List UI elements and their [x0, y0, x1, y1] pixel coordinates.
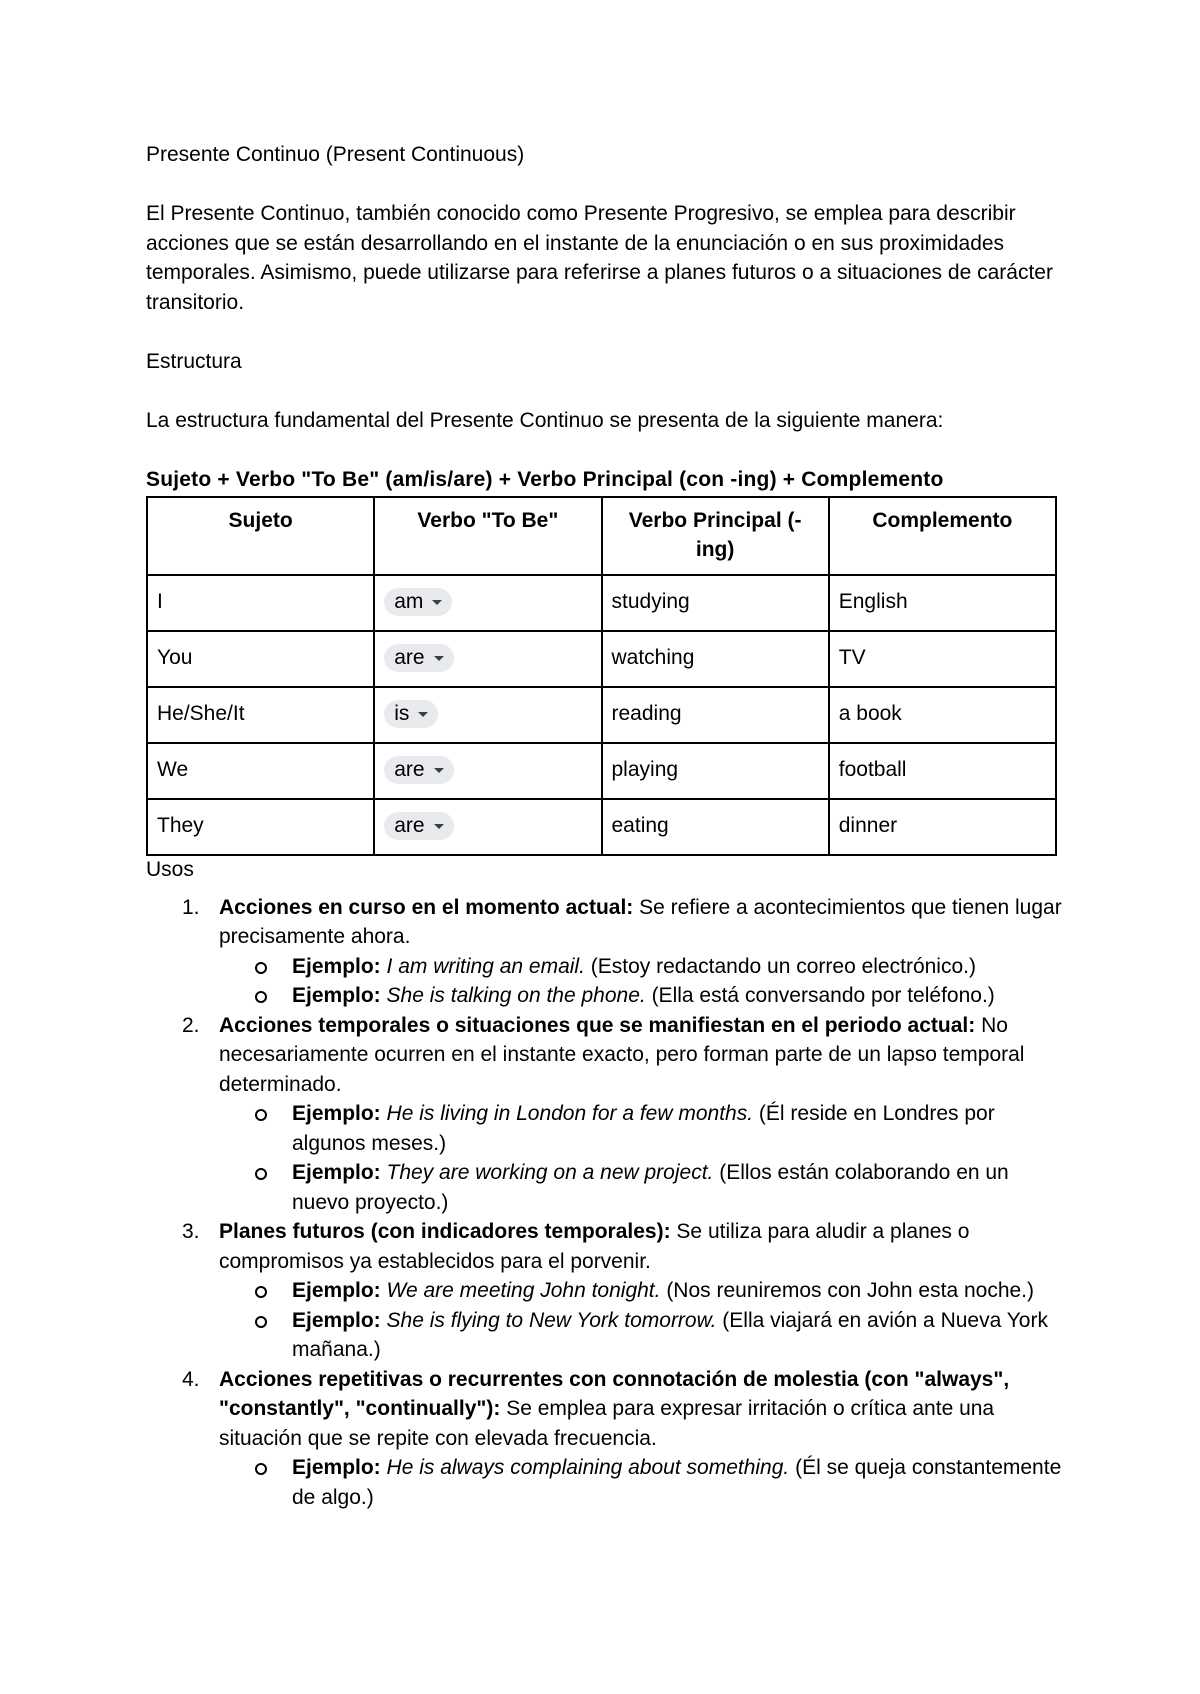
chevron-down-icon	[434, 656, 444, 661]
use-title: Planes futuros (con indicadores temporales):	[219, 1220, 671, 1243]
be-dropdown-chip[interactable]	[384, 588, 452, 616]
header-subject: Sujeto	[147, 497, 374, 575]
cell-complement: dinner	[829, 799, 1056, 855]
list-item	[146, 1365, 1066, 1513]
cell-be	[374, 631, 601, 687]
header-be: Verbo "To Be"	[374, 497, 601, 575]
document-page	[146, 140, 1066, 1512]
cell-complement: football	[829, 743, 1056, 799]
examples-list	[219, 1099, 1066, 1217]
table-row	[147, 799, 1056, 855]
document-title: Presente Continuo (Present Continuous)	[146, 143, 525, 166]
cell-main-verb: watching	[602, 631, 829, 687]
example-english: She is flying to New York tomorrow.	[386, 1308, 717, 1332]
use-title: Acciones temporales o situaciones que se manifiestan en el periodo actual:	[219, 1013, 976, 1037]
circle-bullet-icon	[255, 1286, 267, 1298]
use-title: Acciones en curso en el momento actual:	[219, 895, 634, 919]
cell-be	[374, 575, 601, 631]
table-row	[147, 687, 1056, 743]
example-spanish: (Ellos están colaborando en un nuevo proyecto.)	[292, 1161, 1009, 1214]
cell-main-verb: eating	[602, 799, 829, 855]
use-text: Se utiliza para aludir a planes o compromisos ya establecidos para el porvenir.	[219, 1220, 970, 1273]
be-dropdown-chip[interactable]	[384, 644, 453, 672]
table-row	[147, 743, 1056, 799]
chevron-down-icon	[434, 768, 444, 773]
table-row	[147, 575, 1056, 631]
examples-list	[219, 1453, 1066, 1512]
list-number: 2.	[182, 1013, 200, 1037]
table-header-row	[147, 497, 1056, 575]
cell-main-verb: playing	[602, 743, 829, 799]
cell-complement: English	[829, 575, 1056, 631]
cell-main-verb: reading	[602, 687, 829, 743]
list-item	[146, 893, 1066, 1011]
conjugation-table	[146, 496, 1057, 856]
example-spanish: (Él se queja constantemente de algo.)	[292, 1456, 1062, 1509]
cell-subject: We	[147, 743, 374, 799]
chevron-down-icon	[418, 712, 428, 717]
example-english: He is always complaining about something.	[386, 1456, 790, 1479]
cell-subject: You	[147, 631, 374, 687]
circle-bullet-icon	[255, 1316, 267, 1328]
cell-subject: They	[147, 799, 374, 855]
example-label: Ejemplo:	[292, 954, 381, 978]
circle-bullet-icon	[255, 1168, 267, 1180]
example-spanish: (Él reside en Londres por algunos meses.)	[292, 1102, 995, 1155]
example-label: Ejemplo:	[292, 1279, 381, 1302]
chip-value: are	[394, 646, 425, 669]
example-label: Ejemplo:	[292, 1161, 381, 1184]
cell-be	[374, 799, 601, 855]
example-item	[218, 1453, 1066, 1512]
example-english: We are meeting John tonight.	[386, 1279, 661, 1302]
table-row	[147, 631, 1056, 687]
example-item	[218, 1276, 1066, 1306]
example-item	[218, 1306, 1066, 1365]
example-label: Ejemplo:	[292, 1456, 381, 1479]
chevron-down-icon	[432, 600, 442, 605]
structure-formula: Sujeto + Verbo "To Be" (am/is/are) + Verbo Principal (con -ing) + Complemento	[146, 467, 944, 491]
example-english: They are working on a new project.	[386, 1161, 714, 1184]
cell-be	[374, 687, 601, 743]
be-dropdown-chip[interactable]	[384, 756, 453, 784]
example-english: He is living in London for a few months.	[386, 1102, 754, 1125]
examples-list	[219, 1276, 1066, 1365]
circle-bullet-icon	[255, 991, 267, 1003]
uses-heading: Usos	[146, 858, 194, 881]
circle-bullet-icon	[255, 1109, 267, 1121]
chevron-down-icon	[434, 824, 444, 829]
list-number: 1.	[182, 895, 200, 919]
use-text: No necesariamente ocurren en el instante exacto, pero forman parte de un lapso temporal determinado.	[219, 1013, 1025, 1096]
structure-heading: Estructura	[146, 349, 242, 373]
intro-paragraph: El Presente Continuo, también conocido como Presente Progresivo, se emplea para describir acciones que se están desarrollando en el instante de la enunciación o en sus proximidades temporales. Asimismo, puede utilizarse para referirse a planes futuros o a situaciones de carácter transitorio.	[146, 202, 1053, 314]
chip-value: are	[394, 758, 425, 781]
cell-subject: He/She/It	[147, 687, 374, 743]
example-item	[218, 952, 1066, 982]
chip-value: are	[394, 814, 425, 837]
example-english: She is talking on the phone.	[386, 984, 646, 1007]
structure-intro: La estructura fundamental del Presente Continuo se presenta de la siguiente manera:	[146, 408, 944, 432]
cell-main-verb: studying	[602, 575, 829, 631]
example-english: I am writing an email.	[386, 954, 585, 978]
example-label: Ejemplo:	[292, 984, 381, 1007]
example-label: Ejemplo:	[292, 1308, 381, 1332]
cell-complement: a book	[829, 687, 1056, 743]
cell-be	[374, 743, 601, 799]
list-number: 3.	[182, 1220, 200, 1243]
list-item	[146, 1217, 1066, 1365]
use-text: Se emplea para expresar irritación o crítica ante una situación que se repite con elevada frecuencia.	[219, 1397, 995, 1450]
example-item	[218, 1099, 1066, 1158]
circle-bullet-icon	[255, 962, 267, 974]
example-item	[218, 1158, 1066, 1217]
use-title: Acciones repetitivas o recurrentes con connotación de molestia (con "always", "constantly", "continually"):	[219, 1367, 1010, 1420]
list-item	[146, 1011, 1066, 1218]
list-number: 4.	[182, 1367, 200, 1391]
header-main-verb: Verbo Principal (-ing)	[602, 497, 829, 575]
use-text: Se refiere a acontecimientos que tienen lugar precisamente ahora.	[219, 895, 1062, 948]
example-item	[218, 981, 1066, 1011]
cell-subject: I	[147, 575, 374, 631]
example-label: Ejemplo:	[292, 1102, 381, 1125]
cell-complement: TV	[829, 631, 1056, 687]
chip-value: is	[394, 702, 410, 725]
header-complement: Complemento	[829, 497, 1056, 575]
example-spanish: (Nos reuniremos con John esta noche.)	[660, 1279, 1035, 1302]
be-dropdown-chip[interactable]	[384, 700, 438, 728]
chip-value: am	[394, 590, 424, 613]
example-spanish: (Estoy redactando un correo electrónico.)	[584, 954, 976, 978]
example-spanish: (Ella está conversando por teléfono.)	[645, 984, 995, 1007]
circle-bullet-icon	[255, 1463, 267, 1475]
examples-list	[219, 952, 1066, 1011]
be-dropdown-chip[interactable]	[384, 812, 453, 840]
uses-list	[146, 893, 1066, 1513]
example-spanish: (Ella viajará en avión a Nueva York mañana.)	[292, 1308, 1048, 1361]
